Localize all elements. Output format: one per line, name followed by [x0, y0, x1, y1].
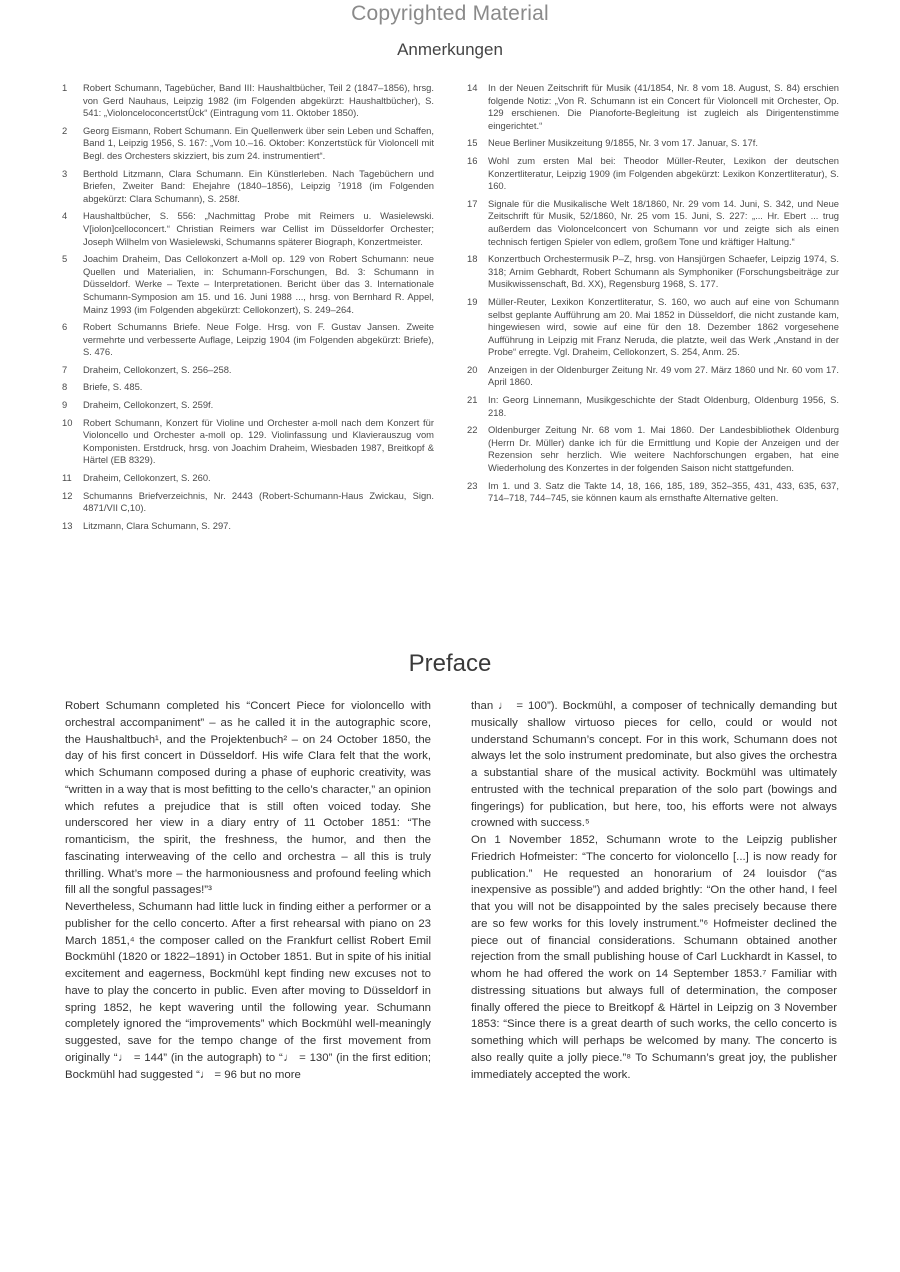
endnote	[62, 364, 434, 377]
endnote	[467, 155, 839, 193]
preface-paragraph: Robert Schumann completed his “Concert Piece for violoncello with orchestral accompaniment” – as he called it in the autographic score, the Haushaltbuch¹, and the Projektenbuch² – on 24 October 1850, the day of his first concert in Düsseldorf. His wife Clara felt that the work, which Schumann composed during a phase of euphoric creativity, was “written in a way that is most befitting to the cello’s character,” an opinion which refutes a prejudice that is still often voiced today. She underscored her view in a diary entry of 11 October 1851: “The romanticism, the spirit, the freshness, the humor, and then the fascinating interweaving of the cello and orchestra – all this is truly thrilling. What’s more – the harmoniousness and profound feeling which fill all the songful passages!”³	[65, 700, 431, 897]
endnotes-section	[62, 82, 839, 537]
endnote	[62, 520, 434, 533]
endnote-text: Draheim, Cellokonzert, S. 259f.	[83, 399, 214, 411]
endnote	[467, 198, 839, 248]
endnote-number: 11	[62, 472, 72, 484]
endnote-number: 13	[62, 519, 73, 531]
endnote	[62, 125, 434, 163]
endnotes-left-column	[62, 82, 434, 537]
endnote-text: Georg Eismann, Robert Schumann. Ein Quellenwerk über sein Leben und Schaffen, Band 1, Leipzig 1956, S. 167: „Vom 10.–16. Oktober: Konzertstück für Violoncell mit Begl. des Orchesters skizziert, bis zum 24. instrumentiert“.	[83, 124, 434, 161]
endnote-number: 21	[467, 394, 478, 406]
endnote-number: 23	[467, 479, 478, 491]
endnote	[62, 168, 434, 206]
endnote-number: 19	[467, 295, 478, 307]
endnote	[62, 253, 434, 316]
preface-paragraph: Nevertheless, Schumann had little luck in finding either a performer or a publisher for the cello concerto. After a first rehearsal with piano on 23 March 1851,⁴ the composer called on the Frankfurt cellist Robert Emil Bockmühl (1820 or 1822–1891) in October 1851. But in spite of his initial excitement and eagerness, Bockmühl kept finding new excuses not to have to play the concerto in public. Even after moving to Düsseldorf in spring 1852, he kept wavering until the following year. Schumann completely ignored the “improvements” which Bockmühl well-meaningly suggested, save for the tempo change of the first movement from originally “♩ = 144” (in the autograph) to “♩ = 130” (in the first edition; Bockmühl had suggested “♩ = 96 but no more	[65, 901, 431, 1081]
endnote	[467, 296, 839, 359]
endnote	[62, 381, 434, 394]
endnote-text: Oldenburger Zeitung Nr. 68 vom 1. Mai 1860. Der Landesbibliothek Oldenburg (Herrn Dr. Müller) danke ich für die Ermittlung und Kopie der Anzeigen und der Rezension sehr herzlich. Wie weitere Nachforschungen ergaben, hat eine Wiederholung des Konzertes in der folgenden Saison nicht stattgefunden.	[488, 424, 839, 474]
anmerkungen-heading: Anmerkungen	[397, 40, 503, 59]
endnote-number: 16	[467, 154, 478, 166]
endnote-number: 17	[467, 197, 478, 209]
preface-paragraph: than ♩ = 100”). Bockmühl, a composer of technically demanding but musically shallow virtuoso pieces for cello, could or would not understand Schumann’s concept. For in this work, Schumann does not always let the solo instrument predominate, but also gives the orchestra a substantial share of the musical activity. Bockmühl was ultimately entrusted with the technical preparation of the solo part (bowings and fingerings) for publication, but here, too, his efforts were not always crowned with success.⁵	[471, 700, 837, 830]
preface-body	[65, 698, 837, 1083]
endnote	[62, 490, 434, 515]
preface-paragraph: On 1 November 1852, Schumann wrote to the Leipzig publisher Friedrich Hofmeister: “The concerto for violoncello [...] is now ready for publication.” He requested an honorarium of 24 louisdor (“as inexpensive as possible”) and added brightly: “On the other hand, I feel that you will not be disappointed by the sales precisely because there are so few works for this lovely instrument.”⁶ Hofmeister declined the piece out of financial considerations. Schumann obtained another rejection from the small publishing house of Carl Luckhardt in Kassel, to whom he had offered the work on 14 September 1853.⁷ Familiar with distressing situations but always full of determination, the composer finally offered the piece to Breitkopf & Härtel in Leipzig on 3 November 1853: “Since there is a great dearth of such works, the cello concerto is something which will perhaps be welcomed by many. The concerto is also really quite a jolly piece.”⁸ To Schumann’s great joy, the publisher immediately accepted the work.	[471, 834, 837, 1081]
endnote-text: Robert Schumanns Briefe. Neue Folge. Hrsg. von F. Gustav Jansen. Zweite vermehrte und verbesserte Auflage, Leipzig 1904 (im Folgenden abgekürzt: Briefe), S. 476.	[83, 321, 434, 358]
preface-heading: Preface	[408, 650, 492, 677]
endnote	[467, 82, 839, 132]
endnote-text: Schumanns Briefverzeichnis, Nr. 2443 (Robert-Schumann-Haus Zwickau, Sign. 4871/VII C,10).	[83, 489, 434, 514]
endnote-number: 3	[62, 167, 68, 179]
copyright-watermark: Copyrighted Material	[351, 2, 549, 25]
endnote-number: 6	[62, 321, 68, 333]
endnote	[62, 472, 434, 485]
preface-right-column	[471, 698, 837, 1083]
endnote-number: 18	[467, 253, 478, 265]
endnote-number: 12	[62, 489, 73, 501]
endnote-number: 8	[62, 381, 68, 393]
endnote	[62, 210, 434, 248]
endnote	[62, 417, 434, 467]
endnotes-right-column	[467, 82, 839, 537]
endnote-number: 2	[62, 124, 68, 136]
endnote-number: 15	[467, 137, 478, 149]
endnote-text: Draheim, Cellokonzert, S. 260.	[83, 472, 211, 484]
endnote-text: Im 1. und 3. Satz die Takte 14, 18, 166, 185, 189, 352–355, 431, 433, 635, 637, 714–718, 744–745, sie können kaum als ernsthafte Alternative gelten.	[488, 479, 839, 504]
endnote	[62, 321, 434, 359]
endnote-text: In: Georg Linnemann, Musikgeschichte der Stadt Oldenburg, Oldenburg 1956, S. 218.	[488, 394, 839, 418]
endnote-number: 4	[62, 210, 68, 222]
endnote-number: 14	[467, 82, 478, 93]
endnote-text: Draheim, Cellokonzert, S. 256–258.	[83, 363, 232, 375]
endnote-text: Joachim Draheim, Das Cellokonzert a-Moll op. 129 von Robert Schumann: neue Quellen und Materialien, in: Schumann-Forschungen, Bd. 3: Schumann in Düsseldorf. Werke – Texte – Interpretationen. Bericht über das 3. Internationale Schumann-Symposion am 15. und 16. Juni 1988 ..., hrsg. von Bernhard R. Appel, Mainz 1993 (im Folgenden abgekürzt: Cellokonzert), S. 249–264.	[83, 253, 434, 315]
endnote-text: Wohl zum ersten Mal bei: Theodor Müller-Reuter, Lexikon der deutschen Konzertliteratur, Leipzig 1909 (im Folgenden abgekürzt: Lexikon Konzertliteratur), S. 160.	[488, 154, 839, 192]
endnote-text: Berthold Litzmann, Clara Schumann. Ein Künstlerleben. Nach Tagebüchern und Briefen, Zweiter Band: Ehejahre (1840–1856), Leipzig ⁷1918 (im Folgenden abgekürzt: Clara Schumann), S. 258f.	[83, 167, 434, 204]
endnote-number: 5	[62, 253, 68, 265]
endnote-text: Briefe, S. 485.	[83, 381, 143, 393]
endnote	[62, 399, 434, 412]
preface-left-column	[65, 698, 431, 1083]
endnote-text: Müller-Reuter, Lexikon Konzertliteratur, S. 160, wo auch auf eine von Schumann selbst geplante Aufführung am 20. Mai 1852 in Düsseldorf, die nicht zustande kam, hingewiesen wird, sowie auf eine für den 18. Dezember 1862 vorgesehene Aufführung in Leipzig mit Franz Neruda, die platzte, weil das Werk „Anstand in der Probe“ erregte. Vgl. Draheim, Cellokonzert, S. 254, Anm. 25.	[488, 295, 839, 358]
endnote-number: 9	[62, 399, 68, 411]
endnote	[62, 82, 434, 120]
endnote	[467, 137, 839, 150]
endnote-number: 10	[62, 416, 73, 428]
endnote	[467, 480, 839, 505]
endnote-number: 22	[467, 424, 478, 436]
endnote-number: 7	[62, 363, 68, 375]
endnote-text: Konzertbuch Orchestermusik P–Z, hrsg. von Hansjürgen Schaefer, Leipzig 1974, S. 318; Arnim Gebhardt, Robert Schumann als Symphoniker (Forschungsbeiträge zur Musikwissenschaft, Bd. XX), Regensburg 1968, S. 177.	[488, 253, 839, 290]
endnote	[467, 364, 839, 389]
endnote-text: Litzmann, Clara Schumann, S. 297.	[83, 519, 231, 531]
endnote-text: Robert Schumann, Konzert für Violine und Orchester a-moll nach dem Konzert für Violoncello und Orchester a-moll op. 129. Violinfassung und Klavierauszug vom Komponisten. Erstdruck, hrsg. von Joachim Draheim, Wiesbaden 1987, Breitkopf & Härtel (EB 8329).	[83, 416, 434, 466]
endnote-text: Anzeigen in der Oldenburger Zeitung Nr. 49 vom 27. März 1860 und Nr. 60 vom 17. April 1860.	[488, 363, 839, 388]
endnote-text: Robert Schumann, Tagebücher, Band III: Haushaltbücher, Teil 2 (1847–1856), hrsg. von Gerd Nauhaus, Leipzig 1982 (im Folgenden abgekürzt: Haushaltbücher), S. 541: „ViolonceloconcertstÜck“ (Eintragung vom 11. Oktober 1850).	[83, 82, 434, 119]
endnote-text: Neue Berliner Musikzeitung 9/1855, Nr. 3 vom 17. Januar, S. 17f.	[488, 137, 758, 149]
endnote-text: Signale für die Musikalische Welt 18/1860, Nr. 29 vom 14. Juni, S. 342, und Neue Zeitschrift für Musik, 52/1860, Nr. 25 vom 15. Juni, S. 227: „... Hr. Ebert ... trug außerdem das Violoncelconcert von Schumann vor und zeigte sich als einen technisch fertigen Spieler von edlem, großem Tone und kräftiger Haltung.“	[488, 197, 839, 247]
endnote-text: Haushaltbücher, S. 556: „Nachmittag Probe mit Reimers u. Wasielewski. V[iolon]celloconcert.“ Christian Reimers war Cellist im Düsseldorfer Orchester; Joseph Wilhelm von Wasielewski, Schumanns späterer Biograph, Konzertmeister.	[83, 210, 434, 247]
endnote	[467, 394, 839, 419]
endnote	[467, 253, 839, 291]
endnote-number: 1	[62, 82, 68, 93]
endnote-number: 20	[467, 363, 478, 375]
endnote-text: In der Neuen Zeitschrift für Musik (41/1854, Nr. 8 vom 18. August, S. 84) erschien folgende Notiz: „Von R. Schumann ist ein Concert für Violoncell mit Orchester, Op. 129 erschienen. Die Pianoforte-Begleitung ist zugleich als Dirigentenstimme eingerichtet.“	[488, 82, 839, 131]
endnote	[467, 424, 839, 474]
